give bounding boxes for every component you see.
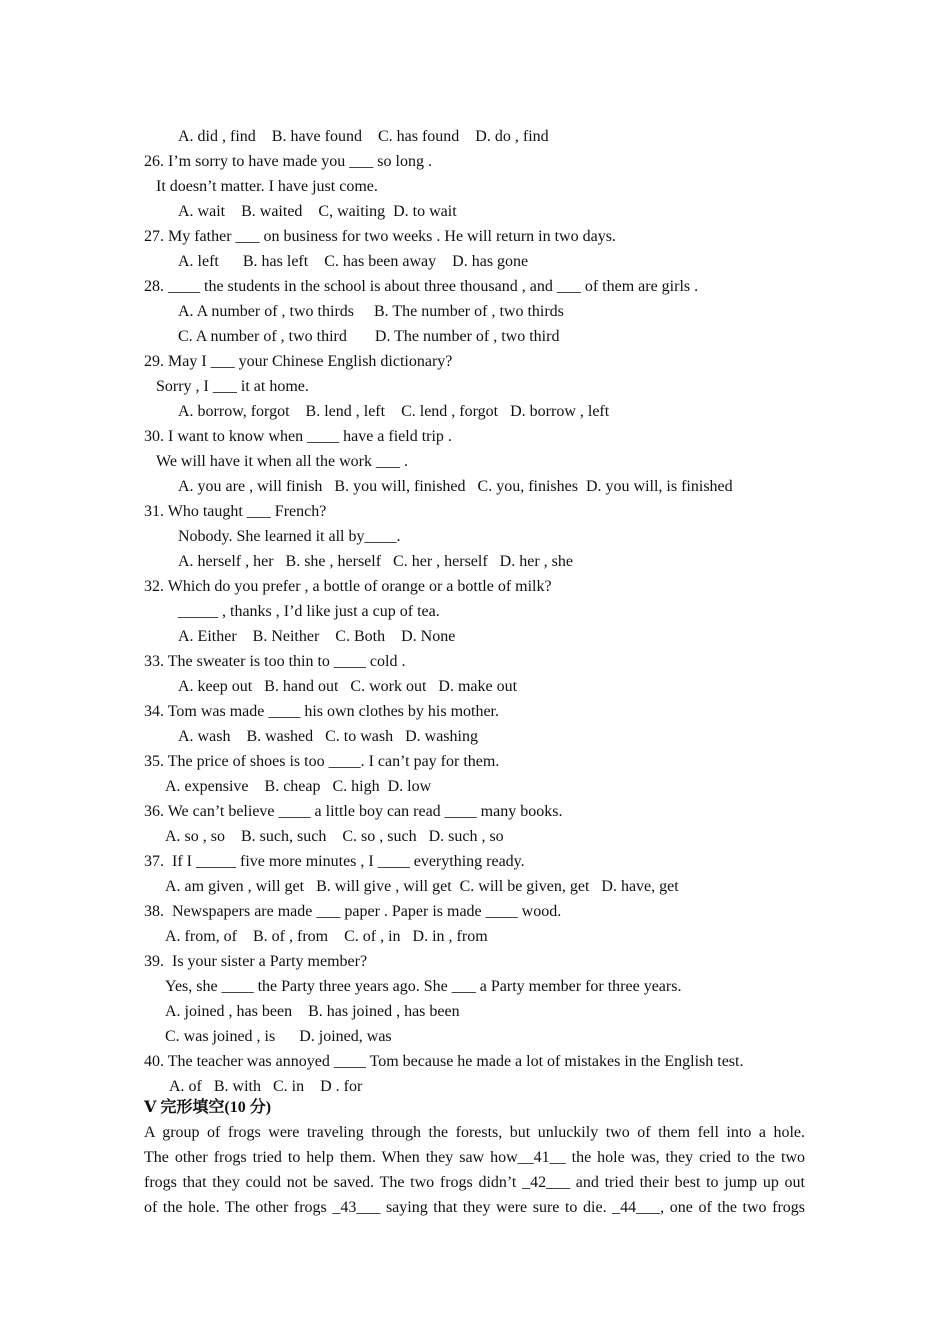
passage-line: A group of frogs were traveling through the forests, but unluckily two of them fell into a hole. <box>144 1124 805 1141</box>
question-text: 28. ____ the students in the school is about three thousand , and ___ of them are girls . <box>144 278 699 295</box>
answer-option-line: A. Either B. Neither C. Both D. None <box>178 628 456 645</box>
answer-option-line: A. borrow, forgot B. lend , left C. lend , forgot D. borrow , left <box>178 403 610 420</box>
answer-option-line: _____ , thanks , I’d like just a cup of tea. <box>178 603 440 620</box>
answer-option-line: A. joined , has been B. has joined , has been <box>165 1003 460 1020</box>
answer-option-line: A. from, of B. of , from C. of , in D. in , from <box>165 928 488 945</box>
answer-option-line: A. left B. has left C. has been away D. has gone <box>178 253 529 270</box>
passage-line: frogs that they could not be saved. The two frogs didn’t _42___ and tried their best to jump up out <box>144 1174 805 1191</box>
section-heading: Ⅴ 完形填空(10 分) <box>144 1099 272 1116</box>
question-text: 39. Is your sister a Party member? <box>144 953 368 970</box>
question-text: 32. Which do you prefer , a bottle of orange or a bottle of milk? <box>144 578 552 595</box>
question-text: 27. My father ___ on business for two weeks . He will return in two days. <box>144 228 616 245</box>
question-text: 37. If I _____ five more minutes , I ____ everything ready. <box>144 853 525 870</box>
answer-option-line: A. keep out B. hand out C. work out D. make out <box>178 678 518 695</box>
question-text: 34. Tom was made ____ his own clothes by his mother. <box>144 703 499 720</box>
answer-option-line: C. was joined , is D. joined, was <box>165 1028 392 1045</box>
answer-option-line: A. of B. with C. in D . for <box>169 1078 363 1095</box>
answer-option-line: It doesn’t matter. I have just come. <box>156 178 378 195</box>
answer-option-line: A. you are , will finish B. you will, finished C. you, finishes D. you will, is finished <box>178 478 733 495</box>
answer-option-line: A. wait B. waited C, waiting D. to wait <box>178 203 457 220</box>
question-text: 29. May I ___ your Chinese English dictionary? <box>144 353 453 370</box>
passage-line: The other frogs tried to help them. When they saw how__41__ the hole was, they cried to the two <box>144 1149 805 1166</box>
answer-option-line: We will have it when all the work ___ . <box>156 453 408 470</box>
answer-option-line: A. am given , will get B. will give , will get C. will be given, get D. have, get <box>165 878 679 895</box>
question-text: 36. We can’t believe ____ a little boy can read ____ many books. <box>144 803 563 820</box>
answer-option-line: Sorry , I ___ it at home. <box>156 378 309 395</box>
answer-option-line: A. so , so B. such, such C. so , such D. such , so <box>165 828 504 845</box>
answer-option-line: A. A number of , two thirds B. The number of , two thirds <box>178 303 564 320</box>
question-text: 35. The price of shoes is too ____. I can’t pay for them. <box>144 753 500 770</box>
question-text: 26. I’m sorry to have made you ___ so long . <box>144 153 432 170</box>
answer-option-line: C. A number of , two third D. The number of , two third <box>178 328 560 345</box>
answer-option-line: A. herself , her B. she , herself C. her , herself D. her , she <box>178 553 573 570</box>
question-text: 30. I want to know when ____ have a field trip . <box>144 428 452 445</box>
question-text: 38. Newspapers are made ___ paper . Paper is made ____ wood. <box>144 903 562 920</box>
question-text: 31. Who taught ___ French? <box>144 503 327 520</box>
answer-option-line: A. expensive B. cheap C. high D. low <box>165 778 432 795</box>
question-text: 33. The sweater is too thin to ____ cold . <box>144 653 406 670</box>
question-text: 40. The teacher was annoyed ____ Tom because he made a lot of mistakes in the English test. <box>144 1053 744 1070</box>
answer-option-line: Yes, she ____ the Party three years ago. She ___ a Party member for three years. <box>165 978 682 995</box>
answer-option-line: A. wash B. washed C. to wash D. washing <box>178 728 478 745</box>
answer-option-line: Nobody. She learned it all by____. <box>178 528 401 545</box>
answer-option-line: A. did , find B. have found C. has found D. do , find <box>178 128 549 145</box>
passage-line: of the hole. The other frogs _43___ saying that they were sure to die. _44___, one of the two frogs <box>144 1199 805 1216</box>
